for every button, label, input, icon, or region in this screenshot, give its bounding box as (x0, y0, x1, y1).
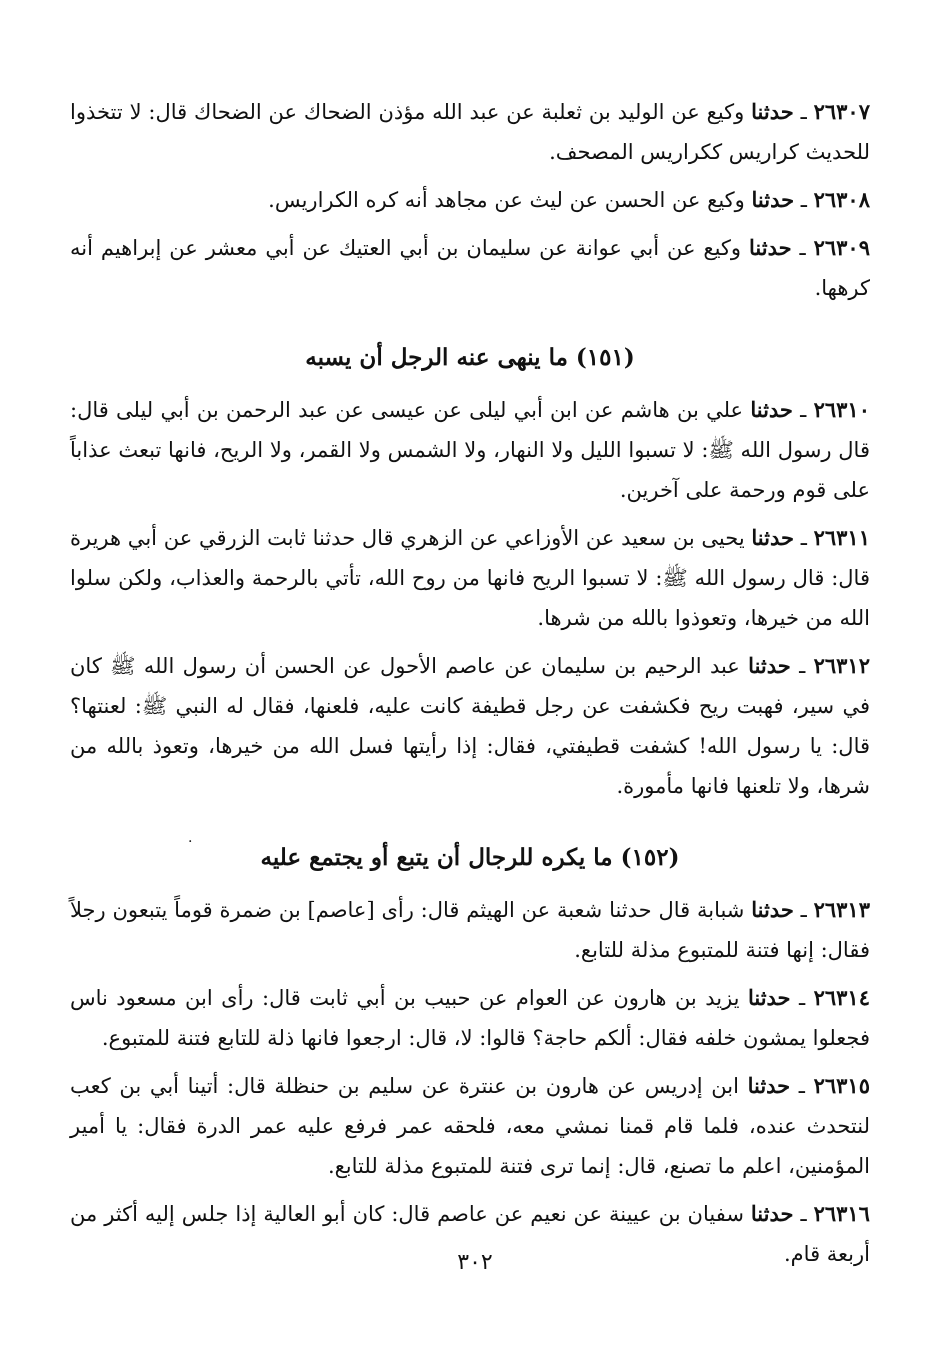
hadith-text: سفيان بن عيينة عن نعيم عن عاصم قال: كان أبو العالية إذا جلس إليه أكثر من أربعة قام. (70, 1202, 870, 1266)
hadith-number: ٢٦٣١٥ (813, 1073, 870, 1098)
hadith-26309: ٢٦٣٠٩ ـ حدثنا وكيع عن أبي عوانة عن سليمان بن أبي العتيك عن أبي معشر عن إبراهيم أنه كرهها. (70, 235, 870, 300)
stray-mark: . (188, 830, 193, 846)
hadith-26310: ٢٦٣١٠ ـ حدثنا علي بن هاشم عن ابن أبي ليلى عن عيسى عن عبد الرحمن بن أبي ليلى قال: قال رسول الله ﷺ: لا تسبوا الليل ولا النهار، ولا الشمس ولا القمر، ولا الريح، فانها تبعث عذاباً على قوم ورحمة على آخرين. (70, 397, 870, 502)
hadith-26314: ٢٦٣١٤ ـ حدثنا يزيد بن هارون عن العوام عن حبيب بن أبي ثابت قال: رأى ابن مسعود ناس فجعلوا يمشون خلفه فقال: ألكم حاجة؟ قالوا: لا، قال: ارجعوا فانها ذلة للتابع فتنة للمتبوع. (70, 985, 870, 1050)
hadith-number: ٢٦٣٠٧ (813, 99, 870, 124)
hadith-26311: ٢٦٣١١ ـ حدثنا يحيى بن سعيد عن الأوزاعي عن الزهري قال حدثنا ثابت الزرقي عن أبي هريرة قال: قال رسول الله ﷺ: لا تسبوا الريح فانها من روح الله، تأتي بالرحمة والعذاب، ولكن سلوا الله من خيرها، وتعوذوا بالله من شرها. (70, 525, 870, 630)
hadith-text: وكيع عن أبي عوانة عن سليمان بن أبي العتيك عن أبي معشر عن إبراهيم أنه كرهها. (70, 236, 870, 300)
hadith-number: ٢٦٣١٦ (813, 1201, 870, 1226)
hadith-text: يزيد بن هارون عن العوام عن حبيب بن أبي ثابت قال: رأى ابن مسعود ناس فجعلوا يمشون خلفه فقال: ألكم حاجة؟ قالوا: لا، قال: ارجعوا فانها ذلة للتابع فتنة للمتبوع. (70, 986, 870, 1050)
hadith-26307: ٢٦٣٠٧ ـ حدثنا وكيع عن الوليد بن ثعلبة عن عبد الله مؤذن الضحاك عن الضحاك قال: لا تتخذوا للحديث كراريس ككراريس المصحف. (70, 99, 870, 164)
hadith-26316: ٢٦٣١٦ ـ حدثنا سفيان بن عيينة عن نعيم عن عاصم قال: كان أبو العالية إذا جلس إليه أكثر من أربعة قام. (70, 1201, 870, 1266)
hadith-narration: حدثنا (750, 1201, 794, 1226)
hadith-26312: ٢٦٣١٢ ـ حدثنا عبد الرحيم بن سليمان عن عاصم الأحول عن الحسن أن رسول الله ﷺ كان في سير، فهبت ريح فكشفت عن رجل قطيفة كانت عليه، فلعنها، فقال له النبي ﷺ: لعنتها؟ قال: يا رسول الله! كشفت قطيفتي، فقال: إذا رأيتها فسل الله من خيرها، وتعوذ بالله من شرها، ولا تلعنها فانها مأمورة. (70, 653, 870, 798)
hadith-text: شبابة قال حدثنا شعبة عن الهيثم قال: رأى [عاصم] بن ضمرة قوماً يتبعون رجلاً فقال: إنها فتنة للمتبوع مذلة للتابع. (70, 898, 870, 962)
chapter-152-title: (١٥٢) ما يكره للرجال أن يتبع أو يجتمع عليه (260, 844, 680, 871)
hadith-narration: حدثنا (748, 653, 791, 678)
hadith-narration: حدثنا (747, 985, 791, 1010)
hadith-narration: حدثنا (749, 235, 792, 260)
hadith-narration: حدثنا (751, 897, 794, 922)
page-number: ٣٠٢ (457, 1250, 493, 1275)
hadith-narration: حدثنا (751, 525, 794, 550)
hadith-text: علي بن هاشم عن ابن أبي ليلى عن عيسى عن عبد الرحمن بن أبي ليلى قال: قال رسول الله ﷺ: لا تسبوا الليل ولا النهار، ولا الشمس ولا القمر، ولا الريح، فانها تبعث عذاباً على قوم ورحمة على آخرين. (70, 398, 870, 502)
hadith-text: وكيع عن الوليد بن ثعلبة عن عبد الله مؤذن الضحاك عن الضحاك قال: لا تتخذوا للحديث كراريس ككراريس المصحف. (70, 100, 870, 164)
chapter-151-title: (١٥١) ما ينهى عنه الرجل أن يسبه (305, 344, 635, 371)
hadith-number: ٢٦٣١٠ (813, 397, 870, 422)
hadith-number: ٢٦٣٠٨ (813, 187, 870, 212)
hadith-text: يحيى بن سعيد عن الأوزاعي عن الزهري قال حدثنا ثابت الزرقي عن أبي هريرة قال: قال رسول الله ﷺ: لا تسبوا الريح فانها من روح الله، تأتي بالرحمة والعذاب، ولكن سلوا الله من خيرها، وتعوذوا بالله من شرها. (70, 526, 870, 630)
hadith-text: ابن إدريس عن هارون بن عنترة عن سليم بن حنظلة قال: أتينا أبي بن كعب لنتحدث عنده، فلما قام قمنا نمشي معه، فلحقه عمر فرفع عليه عمر الدرة فقال: يا أمير المؤمنين، اعلم ما تصنع، قال: إنما ترى فتنة للمتبوع مذلة للتابع. (70, 1074, 870, 1178)
hadith-narration: حدثنا (747, 1073, 791, 1098)
hadith-narration: حدثنا (751, 187, 795, 212)
hadith-26313: ٢٦٣١٣ ـ حدثنا شبابة قال حدثنا شعبة عن الهيثم قال: رأى [عاصم] بن ضمرة قوماً يتبعون رجلاً فقال: إنها فتنة للمتبوع مذلة للتابع. (70, 897, 870, 962)
hadith-number: ٢٦٣١٤ (813, 985, 870, 1010)
hadith-narration: حدثنا (750, 397, 793, 422)
hadith-text: وكيع عن الحسن عن ليث عن مجاهد أنه كره الكراريس. (268, 188, 745, 212)
hadith-text: عبد الرحيم بن سليمان عن عاصم الأحول عن الحسن أن رسول الله ﷺ كان في سير، فهبت ريح فكشفت عن رجل قطيفة كانت عليه، فلعنها، فقال له النبي ﷺ: لعنتها؟ قال: يا رسول الله! كشفت قطيفتي، فقال: إذا رأيتها فسل الله من خيرها، وتعوذ بالله من شرها، ولا تلعنها فانها مأمورة. (70, 654, 870, 798)
hadith-number: ٢٦٣١٣ (813, 897, 870, 922)
hadith-26308: ٢٦٣٠٨ ـ حدثنا وكيع عن الحسن عن ليث عن مجاهد أنه كره الكراريس. (268, 187, 870, 212)
hadith-narration: حدثنا (751, 99, 794, 124)
hadith-26315: ٢٦٣١٥ ـ حدثنا ابن إدريس عن هارون بن عنترة عن سليم بن حنظلة قال: أتينا أبي بن كعب لنتحدث عنده، فلما قام قمنا نمشي معه، فلحقه عمر فرفع عليه عمر الدرة فقال: يا أمير المؤمنين، اعلم ما تصنع، قال: إنما ترى فتنة للمتبوع مذلة للتابع. (70, 1073, 870, 1178)
hadith-number: ٢٦٣٠٩ (813, 235, 870, 260)
hadith-number: ٢٦٣١١ (813, 525, 870, 550)
hadith-number: ٢٦٣١٢ (813, 653, 870, 678)
page-content (70, 92, 870, 1282)
